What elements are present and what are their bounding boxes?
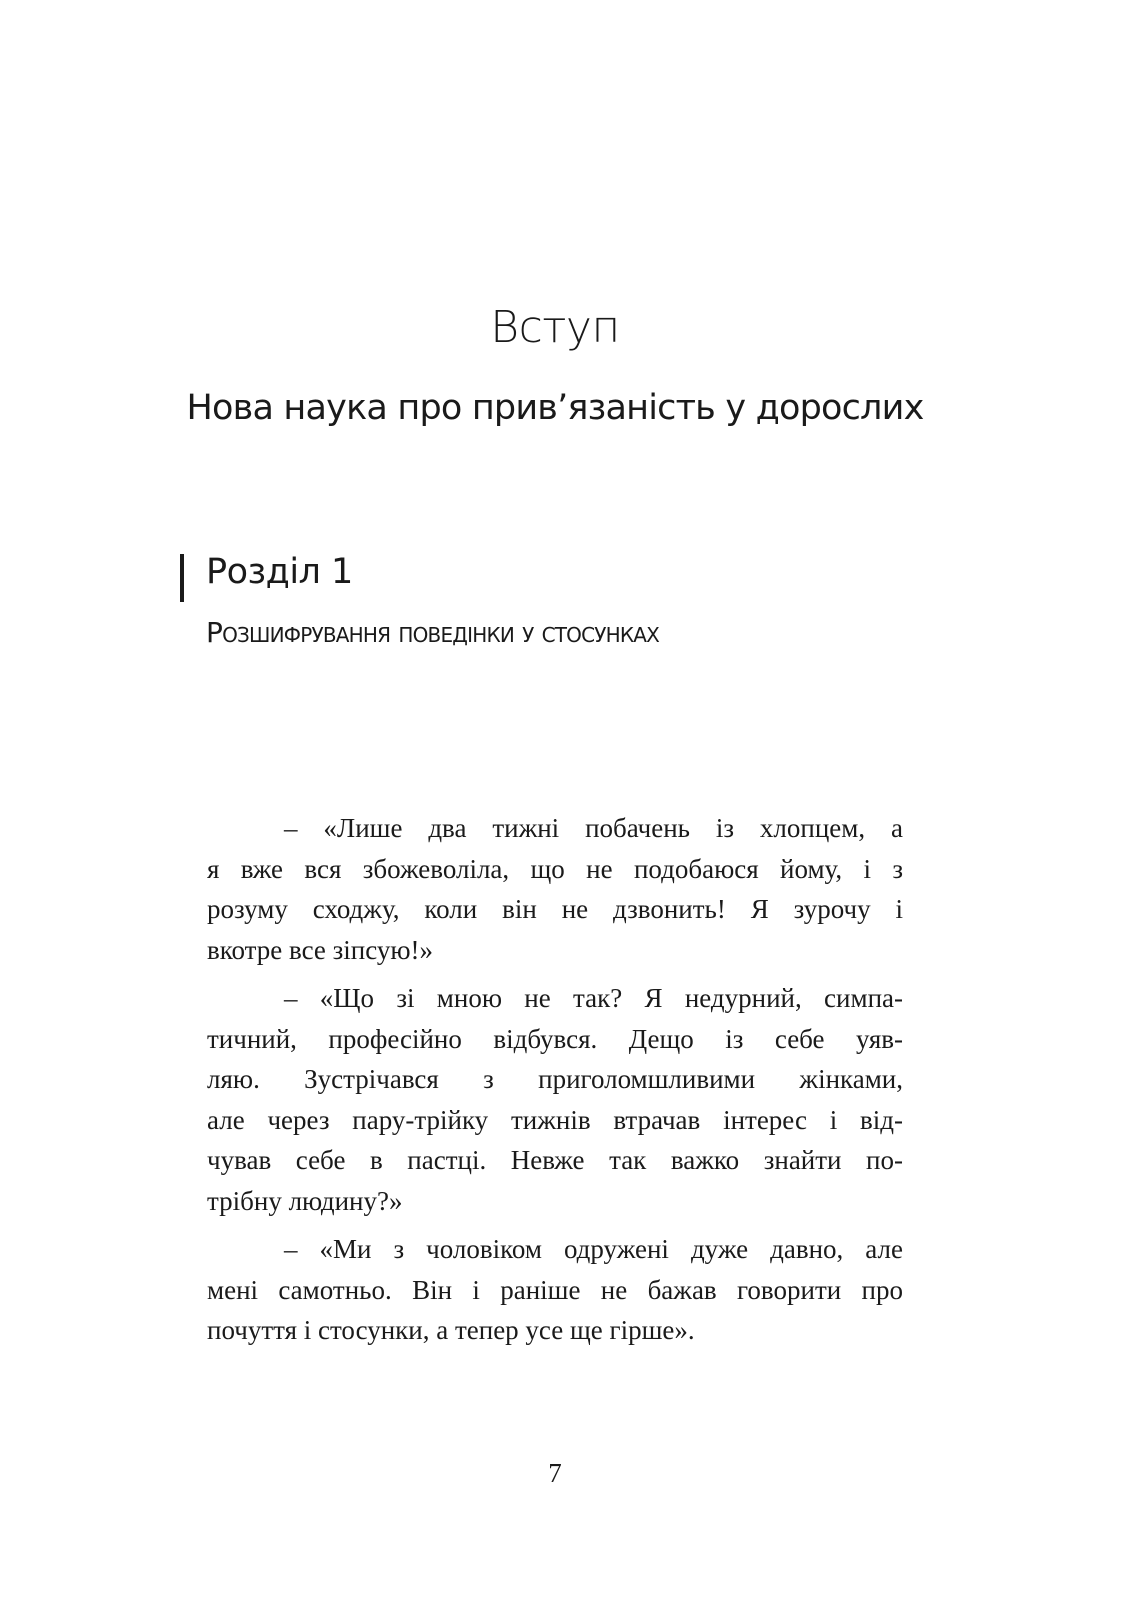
paragraph bbox=[207, 808, 903, 970]
text-line: трібну людину?» bbox=[207, 1185, 403, 1216]
section-title: Вступ bbox=[490, 302, 620, 353]
chapter-title: Розшифрування поведінки у стосунках bbox=[206, 616, 660, 649]
text-line: – «Що зі мною не так? Я недурний, симпа- bbox=[284, 983, 903, 1013]
chapter-number: Розділ 1 bbox=[206, 552, 353, 592]
chapter-marker-bar bbox=[180, 554, 184, 602]
page-number: 7 bbox=[548, 1458, 562, 1488]
section-subtitle: Нова наука про прив’язаність у дорослих bbox=[186, 388, 924, 428]
text-line: але через пару-трійку тижнів втрачав інтерес і від- bbox=[207, 1104, 903, 1135]
text-line: ляю. Зустрічався з приголомшливими жінками, bbox=[207, 1064, 903, 1094]
text-line: чував себе в пастці. Невже так важко знайти по- bbox=[207, 1145, 903, 1175]
paragraph bbox=[207, 1229, 903, 1351]
body-text bbox=[207, 808, 903, 1359]
text-line: – «Лише два тижні побачень із хлопцем, а bbox=[284, 813, 903, 843]
text-line: мені самотньо. Він і раніше не бажав говорити про bbox=[207, 1274, 903, 1305]
text-line: вкотре все зіпсую!» bbox=[207, 934, 434, 965]
paragraph bbox=[207, 978, 903, 1221]
text-line: я вже вся збожеволіла, що не подобаюся йому, і з bbox=[207, 853, 903, 884]
text-line: тичний, професійно відбувся. Дещо із себе уяв- bbox=[207, 1023, 903, 1054]
text-line: почуття і стосунки, а тепер усе ще гірше». bbox=[207, 1315, 695, 1345]
text-line: – «Ми з чоловіком одружені дуже давно, але bbox=[284, 1234, 903, 1264]
text-line: розуму сходжу, коли він не дзвонить! Я зурочу і bbox=[207, 894, 903, 924]
